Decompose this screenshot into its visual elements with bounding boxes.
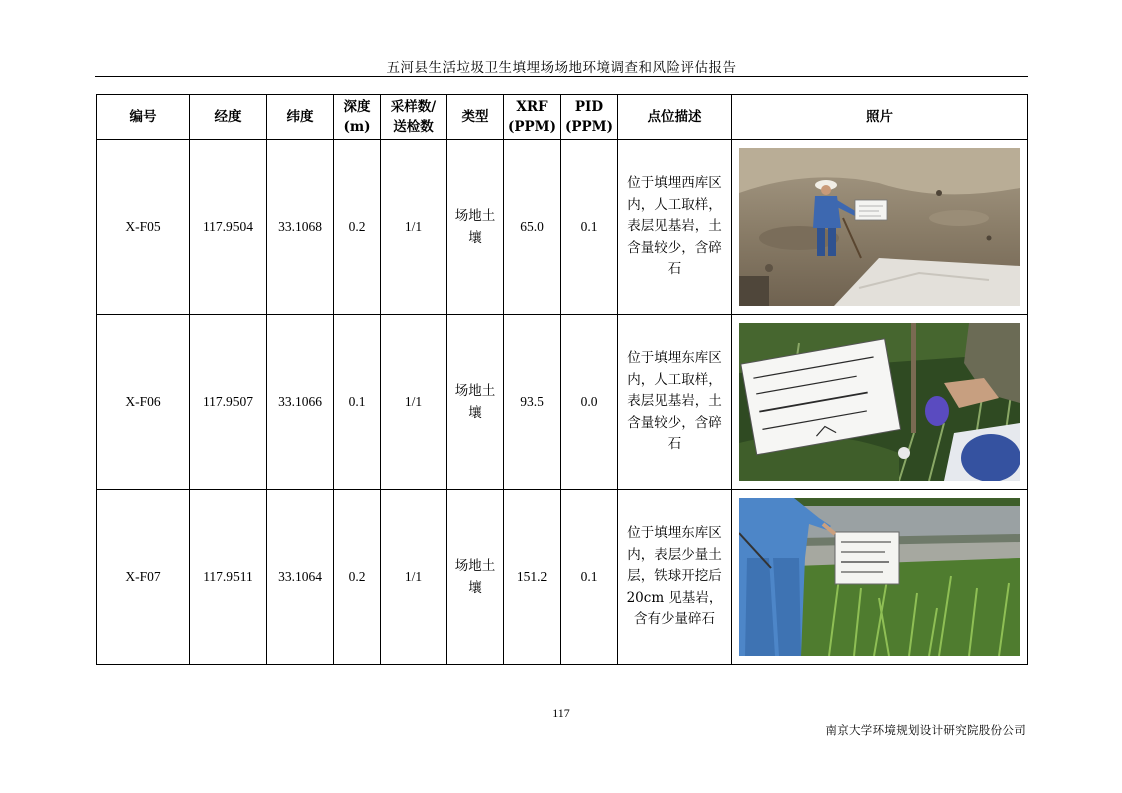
cell-photo [732, 315, 1028, 490]
sampling-table [96, 94, 1028, 665]
col-header-depth-unit: (m) [343, 119, 371, 135]
col-header-longitude: 经度 [190, 95, 267, 140]
description-line: 内，人工取样， [627, 371, 722, 388]
col-header-depth-name: 深度 [343, 99, 371, 115]
page-number: 117 [552, 706, 570, 720]
description-line: 含量较少，含碎 [627, 239, 722, 256]
col-header-latitude: 纬度 [267, 95, 334, 140]
col-header-pid-name: PID [574, 99, 604, 115]
report-title: 五河县生活垃圾卫生填埋场场地环境调查和风险评估报告 [386, 60, 737, 76]
col-header-pid [561, 95, 618, 140]
col-header-id: 编号 [97, 95, 190, 140]
cell-type [447, 490, 504, 665]
cell-id: X-F07 [97, 490, 190, 665]
table-row [97, 140, 1028, 315]
description-line: 内，表层少量土 [627, 546, 722, 563]
description-line: 表层见基岩，土 [627, 218, 722, 235]
cell-type-line: 壤 [468, 405, 482, 421]
cell-id: X-F05 [97, 140, 190, 315]
cell-sample-count: 1/1 [381, 315, 447, 490]
description-line: 层，铁球开挖后 [627, 568, 722, 585]
cell-xrf: 93.5 [504, 315, 561, 490]
cell-photo [732, 140, 1028, 315]
description-line: 石 [667, 261, 682, 278]
cell-pid: 0.0 [561, 315, 618, 490]
description-line: 含有少量碎石 [634, 611, 715, 628]
col-header-photo: 照片 [732, 95, 1028, 140]
cell-pid: 0.1 [561, 140, 618, 315]
cell-longitude: 117.9507 [190, 315, 267, 490]
col-header-xrf [504, 95, 561, 140]
col-header-xrf-unit: (PPM) [507, 119, 557, 135]
cell-type-line: 场地土 [454, 383, 496, 399]
cell-type [447, 140, 504, 315]
cell-type-line: 壤 [468, 230, 482, 246]
site-photo-x-f07 [739, 498, 1020, 656]
description-line: 20cm 见基岩， [626, 589, 723, 606]
col-header-sample-count-line2: 送检数 [393, 119, 434, 135]
cell-depth: 0.2 [334, 490, 381, 665]
site-photo-x-f06 [739, 323, 1020, 481]
description-line: 位于填埋东库区 [627, 350, 722, 367]
description-line: 石 [667, 436, 682, 453]
cell-pid: 0.1 [561, 490, 618, 665]
cell-depth: 0.2 [334, 140, 381, 315]
table-row [97, 315, 1028, 490]
cell-type-line: 场地土 [454, 208, 496, 224]
cell-sample-count: 1/1 [381, 140, 447, 315]
cell-longitude: 117.9504 [190, 140, 267, 315]
description-line: 内，人工取样， [627, 196, 722, 213]
col-header-xrf-name: XRF [516, 99, 548, 115]
cell-xrf: 151.2 [504, 490, 561, 665]
col-header-sample-count [381, 95, 447, 140]
cell-photo [732, 490, 1028, 665]
cell-depth: 0.1 [334, 315, 381, 490]
cell-type [447, 315, 504, 490]
cell-type-line: 场地土 [454, 558, 496, 574]
col-header-description: 点位描述 [618, 95, 732, 140]
cell-id: X-F06 [97, 315, 190, 490]
col-header-sample-count-line1: 采样数/ [390, 99, 437, 115]
cell-xrf: 65.0 [504, 140, 561, 315]
cell-latitude: 33.1064 [267, 490, 334, 665]
cell-description [618, 490, 732, 665]
cell-description [618, 140, 732, 315]
cell-latitude: 33.1066 [267, 315, 334, 490]
col-header-depth [334, 95, 381, 140]
cell-longitude: 117.9511 [190, 490, 267, 665]
cell-latitude: 33.1068 [267, 140, 334, 315]
cell-description [618, 315, 732, 490]
col-header-pid-unit: (PPM) [564, 119, 614, 135]
description-line: 位于填埋西库区 [627, 175, 722, 192]
header-divider [95, 76, 1028, 77]
footer-organization: 南京大学环境规划设计研究院股份公司 [825, 723, 1026, 737]
cell-type-line: 壤 [468, 580, 482, 596]
cell-sample-count: 1/1 [381, 490, 447, 665]
description-line: 表层见基岩，土 [627, 393, 722, 410]
description-line: 位于填埋东库区 [627, 525, 722, 542]
table-header-row [97, 95, 1028, 140]
col-header-type: 类型 [447, 95, 504, 140]
description-line: 含量较少，含碎 [627, 414, 722, 431]
site-photo-x-f05 [739, 148, 1020, 306]
table-row [97, 490, 1028, 665]
